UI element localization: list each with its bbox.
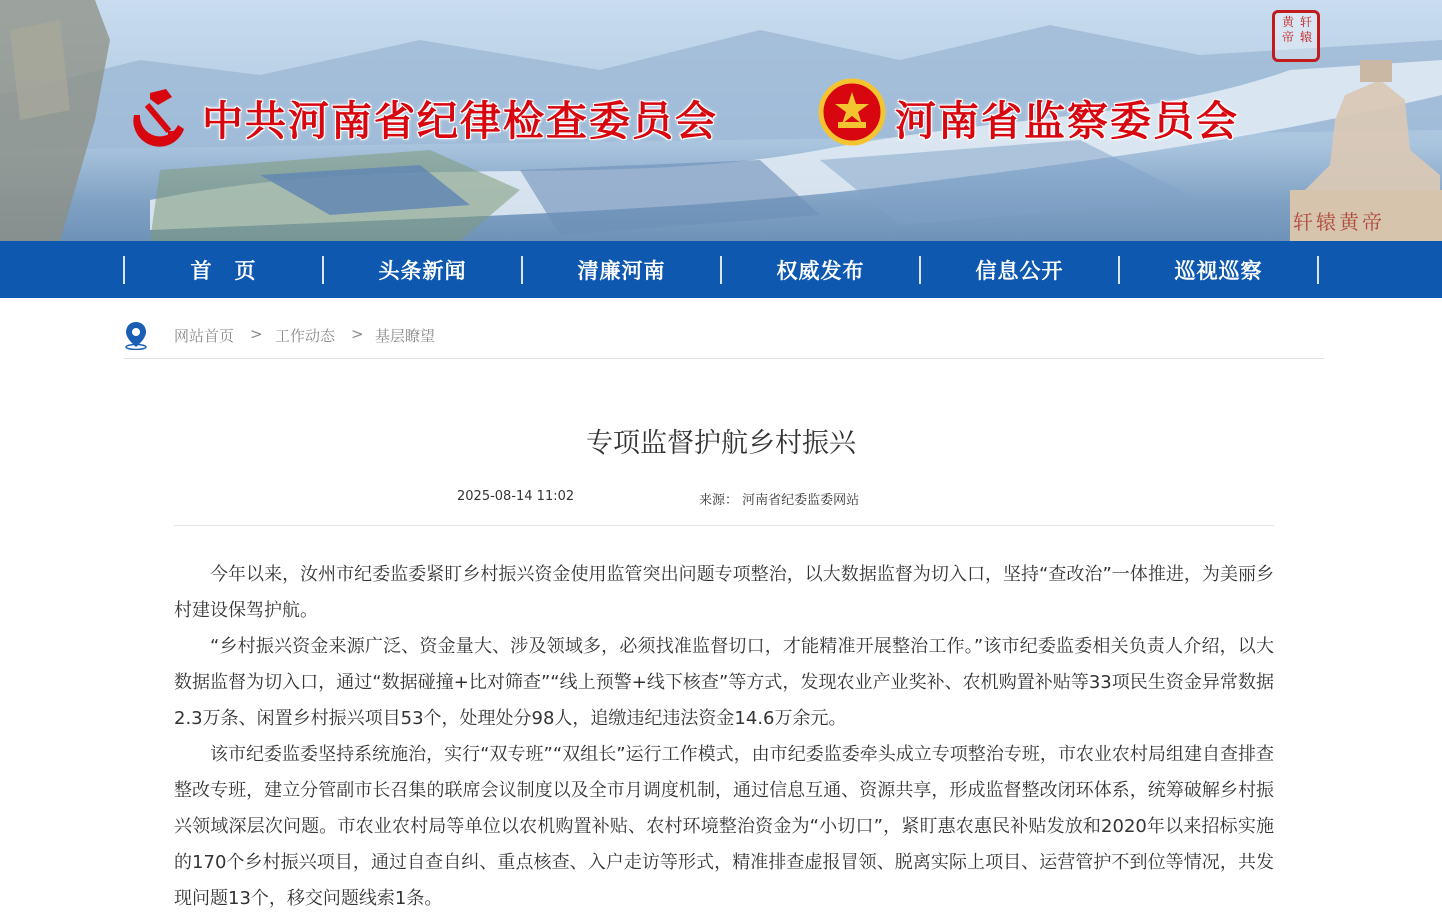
breadcrumb-separator: > (250, 325, 263, 343)
banner-title-supervision: 河南省监察委员会 (895, 97, 1239, 145)
article-date: 2025-08-14 11:02 (457, 489, 575, 504)
banner-title-commission: 中共河南省纪律检查委员会 (202, 97, 718, 145)
seal-char: 帝 (1282, 30, 1295, 44)
article-title: 专项监督护航乡村振兴 (586, 428, 856, 459)
breadcrumb-link-grassroots[interactable]: 基层瞭望 (375, 327, 436, 345)
nav-item-inspection[interactable]: 巡视巡察 (1174, 258, 1263, 283)
location-pin-icon (124, 320, 150, 350)
statue-caption: 轩辕黄帝 (1293, 210, 1385, 234)
main-nav (0, 241, 1442, 298)
seal-char: 轩 (1300, 15, 1313, 29)
article-paragraph: “乡村振兴资金来源广泛、资金量大、涉及领域多，必须找准监督切口，才能精准开展整治工作。”该市纪委监委相关负责人介绍，以大数据监督为切入口，通过“数据碰撞+比对筛查”“线上预警+线下核查”等方式，发现农业产业奖补、农机购置补贴等33项民生资金异常数据2.3万条、闲置乡村振兴项目53个，处理处分98人，追缴违纪违法资金14.6万余元。 (174, 636, 1274, 729)
article-paragraph: 今年以来，汝州市纪委监委紧盯乡村振兴资金使用监管突出问题专项整治，以大数据监督为切入口，坚持“查改治”一体推进，为美丽乡村建设保驾护航。 (174, 564, 1274, 621)
article-source (699, 489, 859, 508)
header-banner (0, 0, 1442, 241)
article-source-label: 来源： (699, 493, 739, 508)
article-divider (174, 525, 1274, 526)
article-body (174, 557, 1274, 917)
national-emblem-icon (821, 81, 883, 143)
breadcrumb-link-work-updates[interactable]: 工作动态 (275, 327, 336, 345)
breadcrumb-link-home[interactable]: 网站首页 (174, 327, 235, 345)
article-paragraph: 该市纪委监委坚持系统施治，实行“双专班”“双组长”运行工作模式，由市纪委监委牵头成立专项整治专班，市农业农村局组建自查排查整改专班，建立分管副市长召集的联席会议制度以及全市月调度机制，通过信息互通、资源共享，形成监督整改闭环体系，统筹破解乡村振兴领域深层次问题。市农业农村局等单位以农机购置补贴、农村环境整治资金为“小切口”，紧盯惠农惠民补贴发放和2020年以来招标实施的170个乡村振兴项目，通过自查自纠、重点核查、入户走访等形式，精准排查虚报冒领、脱离实际上项目、运营管护不到位等情况，共发现问题13个，移交问题线索1条。 (174, 744, 1274, 909)
nav-item-home[interactable]: 首 页 (190, 258, 257, 283)
breadcrumb (124, 318, 1324, 359)
nav-item-headlines[interactable]: 头条新闻 (378, 258, 467, 283)
seal-char: 黄 (1282, 15, 1295, 29)
nav-item-info-disclosure[interactable]: 信息公开 (975, 258, 1064, 283)
statue-seal-stamp (1272, 10, 1320, 62)
article-source-value: 河南省纪委监委网站 (742, 493, 860, 508)
breadcrumb-separator: > (351, 325, 364, 343)
nav-separator (1317, 256, 1319, 284)
nav-item-authoritative-release[interactable]: 权威发布 (776, 258, 865, 283)
nav-item-clean-henan[interactable]: 清廉河南 (577, 258, 666, 283)
seal-char: 辕 (1300, 30, 1313, 44)
